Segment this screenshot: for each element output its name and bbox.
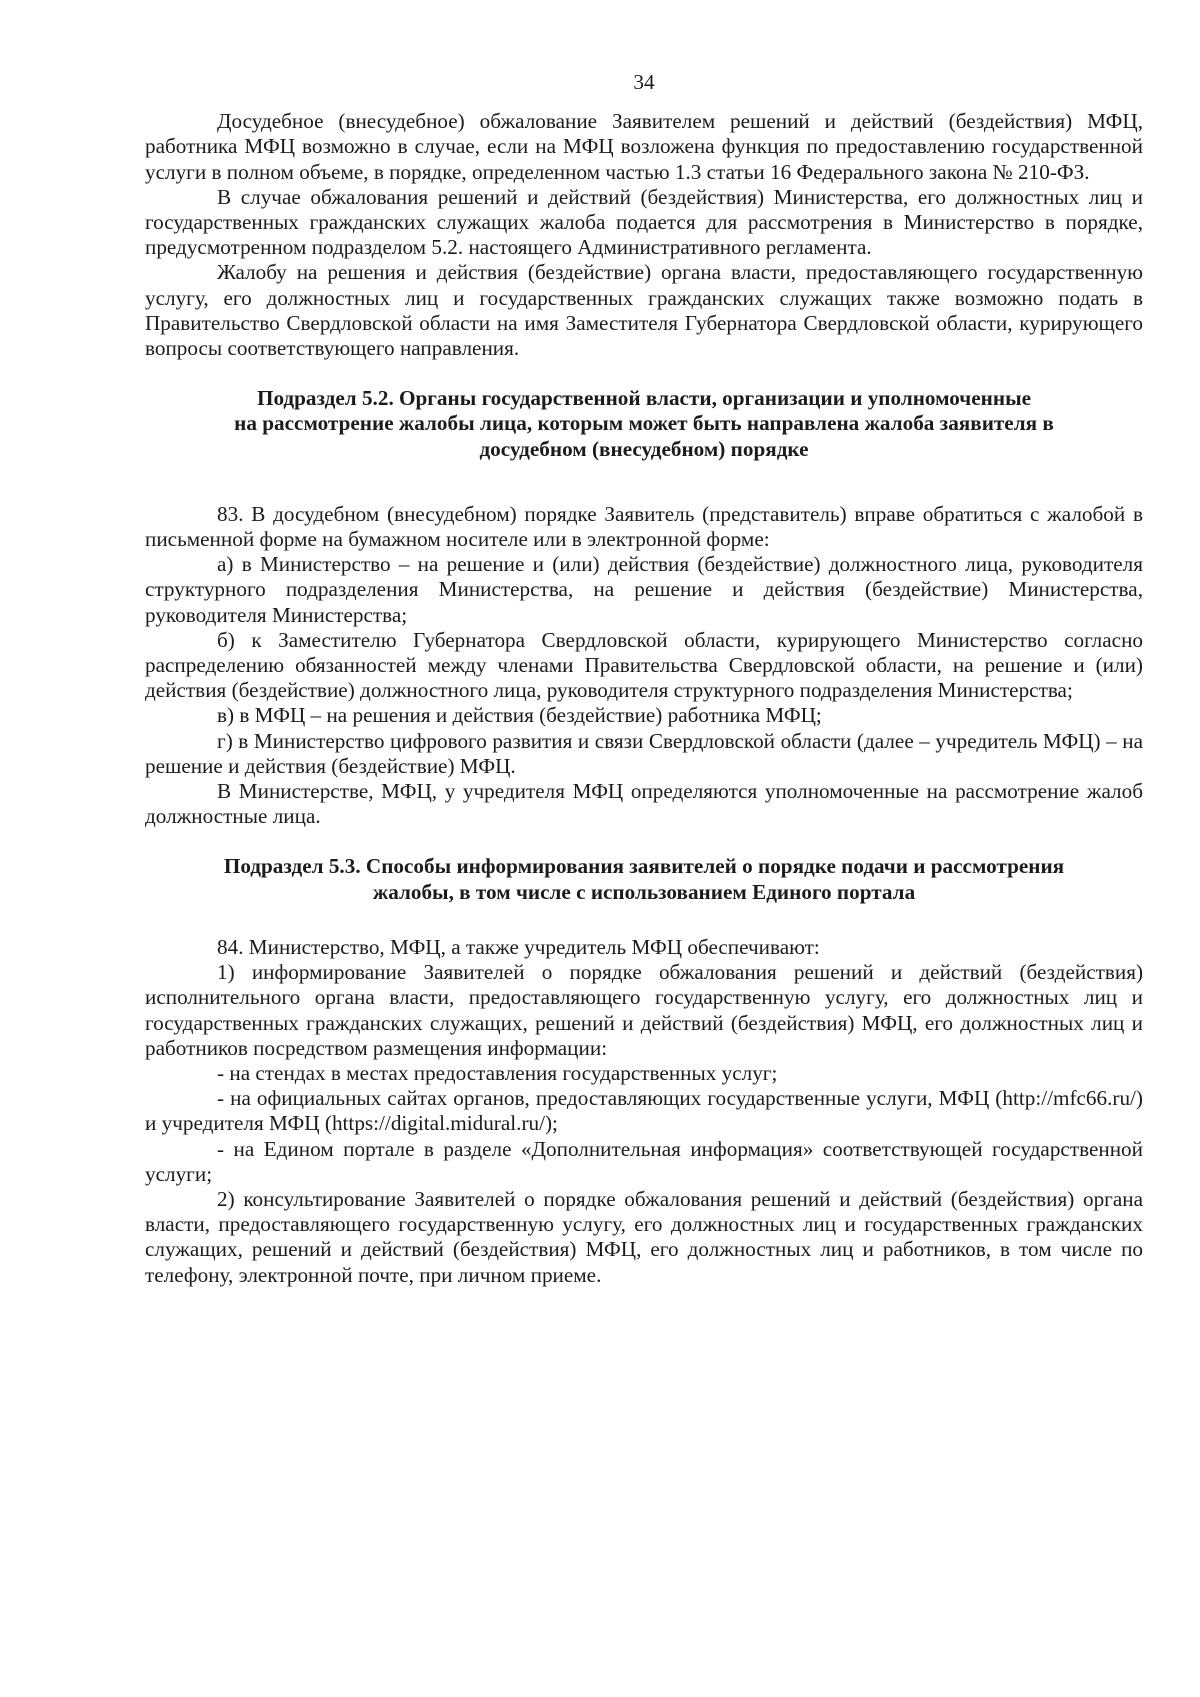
paragraph: В случае обжалования решений и действий (бездействия) Министерства, его должностных лиц и государственных гражданских служащих жалоба подается для рассмотрения в Министерство в порядке, предусмотренном подразделом 5.2. настоящего Административного регламента. xyxy=(145,184,1143,260)
list-item: 1) информирование Заявителей о порядке обжалования решений и действий (бездействия) исполнительного органа власти, предоставляющего государственную услугу, его должностных лиц и государственных гражданских служащих, решений и действий (бездействия) МФЦ, его должностных лиц и работников посредством размещения информации: xyxy=(145,960,1143,1060)
list-item: г) в Министерство цифрового развития и связи Свердловской области (далее – учредитель МФЦ) – на решение и действия (бездействие) МФЦ. xyxy=(145,728,1143,778)
section-heading-5-3 xyxy=(145,854,1143,904)
list-item: - на стендах в местах предоставления государственных услуг; xyxy=(217,1060,778,1085)
paragraph: Жалобу на решения и действия (бездействие) органа власти, предоставляющего государственную услугу, его должностных лиц и государственных гражданских служащих также возможно подать в Правительство Свердловской области на имя Заместителя Губернатора Свердловской области, курирующего вопросы соответствующего направления. xyxy=(145,260,1143,361)
list-item: а) в Министерство – на решение и (или) действия (бездействие) должностного лица, руководителя структурного подразделения Министерства, на решение и действия (бездействие) Министерства, руководителя Министерства; xyxy=(145,552,1143,627)
section-heading-5-2 xyxy=(145,386,1143,462)
heading-line: Подраздел 5.3. Способы информирования заявителей о порядке подачи и рассмотрения xyxy=(223,854,1065,879)
paragraph: Досудебное (внесудебное) обжалование Заявителем решений и действий (бездействия) МФЦ, работника МФЦ возможно в случае, если на МФЦ возложена функция по предоставлению государственной услуги в полном объеме, в порядке, определенном частью 1.3 статьи 16 Федерального закона № 210-ФЗ. xyxy=(145,109,1143,184)
list-item: - на официальных сайтах органов, предоставляющих государственные услуги, МФЦ (http://mfc66.ru/) и учредителя МФЦ (https://digital.midural.ru/); xyxy=(145,1086,1143,1136)
paragraph: 84. Министерство, МФЦ, а также учредитель МФЦ обеспечивают: xyxy=(217,934,820,959)
page-number: 34 xyxy=(633,70,655,94)
heading-line: жалобы, в том числе с использованием Единого портала xyxy=(372,879,916,904)
paragraph: 83. В досудебном (внесудебном) порядке Заявитель (представитель) вправе обратиться с жалобой в письменной форме на бумажном носителе или в электронной форме: xyxy=(145,501,1143,552)
list-item: б) к Заместителю Губернатора Свердловской области, курирующего Министерство согласно распределению обязанностей между членами Правительства Свердловской области, на решение и (или) действия (бездействие) должностного лица, руководителя структурного подразделения Министерства; xyxy=(145,627,1143,703)
paragraph: В Министерстве, МФЦ, у учредителя МФЦ определяются уполномоченные на рассмотрение жалоб должностные лица. xyxy=(145,779,1143,829)
list-item: - на Едином портале в разделе «Дополнительная информация» соответствующей государственной услуги; xyxy=(145,1136,1143,1186)
heading-line: досудебном (внесудебном) порядке xyxy=(479,436,809,461)
list-item: в) в МФЦ – на решения и действия (бездействие) работника МФЦ; xyxy=(217,703,822,728)
list-item: 2) консультирование Заявителей о порядке обжалования решений и действий (бездействия) органа власти, предоставляющего государственную услугу, его должностных лиц и государственных гражданских служащих, решений и действий (бездействия) МФЦ, его должностных лиц и работников, в том числе по телефону, электронной почте, при личном приеме. xyxy=(145,1186,1143,1287)
heading-line: на рассмотрение жалобы лица, которым может быть направлена жалоба заявителя в xyxy=(234,411,1054,436)
heading-line: Подраздел 5.2. Органы государственной власти, организации и уполномоченные xyxy=(256,386,1032,411)
